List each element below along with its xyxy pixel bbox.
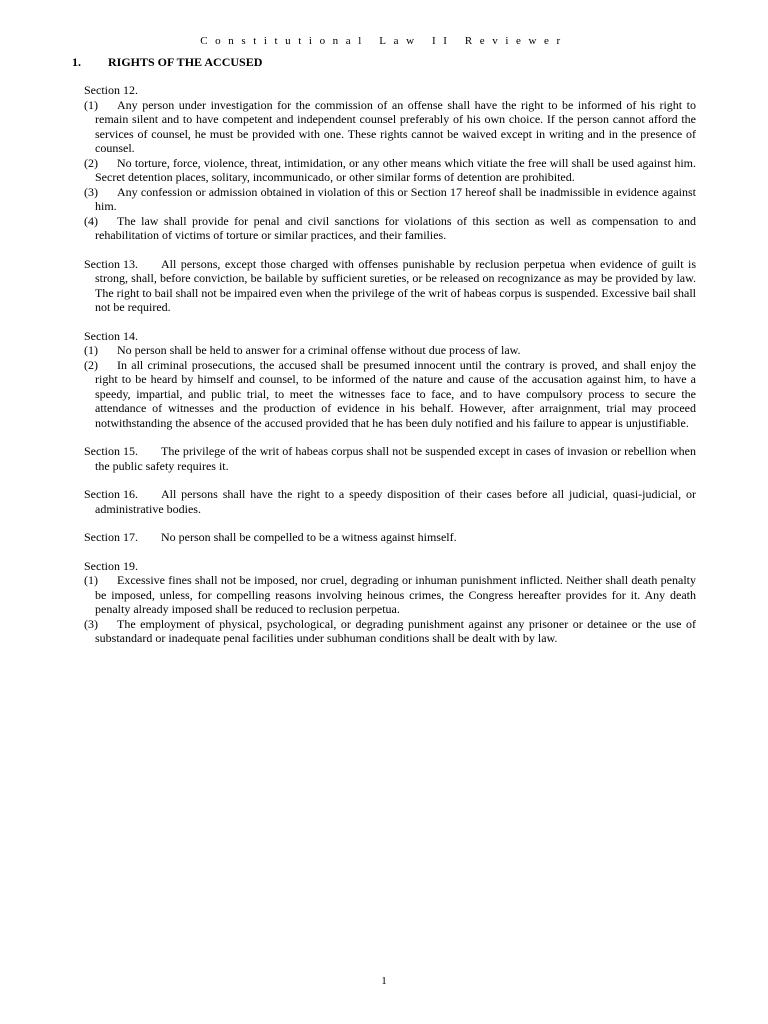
section-13 [84, 257, 696, 315]
clause-text: No person shall be held to answer for a criminal offense without due process of law. [117, 343, 521, 357]
clause-number: (2) [84, 155, 98, 170]
section-12 [84, 83, 696, 243]
section-paragraph [84, 257, 696, 315]
clause-text: Any confession or admission obtained in violation of this or Section 17 hereof shall be inadmissible in evidence against him. [95, 184, 696, 213]
clause-number: (3) [84, 184, 98, 199]
clause [84, 358, 696, 431]
section-16 [84, 487, 696, 516]
section-paragraph [84, 487, 696, 516]
clause-text: No torture, force, violence, threat, intimidation, or any other means which vitiate the free will shall be used against him. Secret detention places, solitary, incommunicado, or other similar forms of detention are prohibited. [95, 155, 696, 184]
clause [84, 573, 696, 617]
page-number: 1 [381, 975, 387, 987]
clause-number: (3) [84, 616, 98, 631]
clause-text: In all criminal prosecutions, the accused shall be presumed innocent until the contrary is proved, and shall enjoy the right to be heard by himself and counsel, to be informed of the nature and cause of the accusation against him, to have a speedy, impartial, and public trial, to meet the witnesses face to face, and to have compulsory process to secure the attendance of witnesses and the production of evidence in his behalf. However, after arraignment, trial may proceed notwithstanding the absence of the accused provided that he has been duly notified and his failure to appear is unjustifiable. [95, 357, 696, 430]
section-title: Section 15. [84, 444, 138, 458]
clause-number: (2) [84, 357, 98, 372]
clause-number: (1) [84, 573, 98, 587]
clause-number: (1) [84, 343, 98, 357]
chapter-number: 1. [72, 55, 81, 69]
section-15 [84, 444, 696, 473]
section-title: Section 14. [84, 328, 138, 343]
chapter-heading [72, 55, 262, 70]
section-title: Section 19. [84, 558, 138, 573]
clause [84, 343, 696, 358]
document-body [84, 83, 696, 660]
clause-number: (4) [84, 213, 98, 228]
section-17 [84, 530, 696, 545]
clause-number: (1) [84, 97, 98, 112]
running-header: Constitutional Law II Reviewer [200, 35, 568, 47]
section-text: All persons, except those charged with offenses punishable by reclusion perpetua when evidence of guilt is strong, shall, before conviction, be bailable by sufficient sureties, or be released on recognizance as may be provided by law. The right to bail shall not be impaired even when the privilege of the writ of habeas corpus is suspended. Excessive bail shall not be required. [95, 256, 696, 314]
section-14 [84, 329, 696, 431]
section-title: Section 16. [84, 487, 138, 501]
section-paragraph [84, 530, 696, 545]
clause [84, 617, 696, 646]
section-text: No person shall be compelled to be a witness against himself. [161, 530, 457, 544]
clause-text: Excessive fines shall not be imposed, nor cruel, degrading or inhuman punishment inflicted. Neither shall death penalty be imposed, unless, for compelling reasons involving heinous crimes, the Congress hereafter provides for it. Any death penalty already imposed shall be reduced to reclusion perpetua. [95, 573, 696, 616]
clause-text: Any person under investigation for the commission of an offense shall have the right to be informed of his right to remain silent and to have competent and independent counsel preferably of his own choice. If the person cannot afford the services of counsel, he must be provided with one. These rights cannot be waived except in writing and in the presence of counsel. [95, 97, 696, 155]
clause [84, 214, 696, 243]
clause [84, 98, 696, 156]
section-title: Section 12. [84, 83, 138, 97]
section-text: The privilege of the writ of habeas corpus shall not be suspended except in cases of invasion or rebellion when the public safety requires it. [95, 444, 696, 473]
section-paragraph [84, 444, 696, 473]
clause-text: The employment of physical, psychological, or degrading punishment against any prisoner or detainee or the use of substandard or inadequate penal facilities under subhuman conditions shall be dealt with by law. [95, 616, 696, 645]
clause [84, 185, 696, 214]
clause [84, 156, 696, 185]
chapter-title: RIGHTS OF THE ACCUSED [108, 55, 263, 69]
section-text: All persons shall have the right to a speedy disposition of their cases before all judicial, quasi-judicial, or administrative bodies. [95, 487, 696, 516]
section-title: Section 17. [84, 530, 138, 544]
section-19 [84, 559, 696, 646]
clause-text: The law shall provide for penal and civil sanctions for violations of this section as well as compensation to and rehabilitation of victims of torture or similar practices, and their families. [95, 213, 696, 242]
section-title: Section 13. [84, 256, 138, 271]
